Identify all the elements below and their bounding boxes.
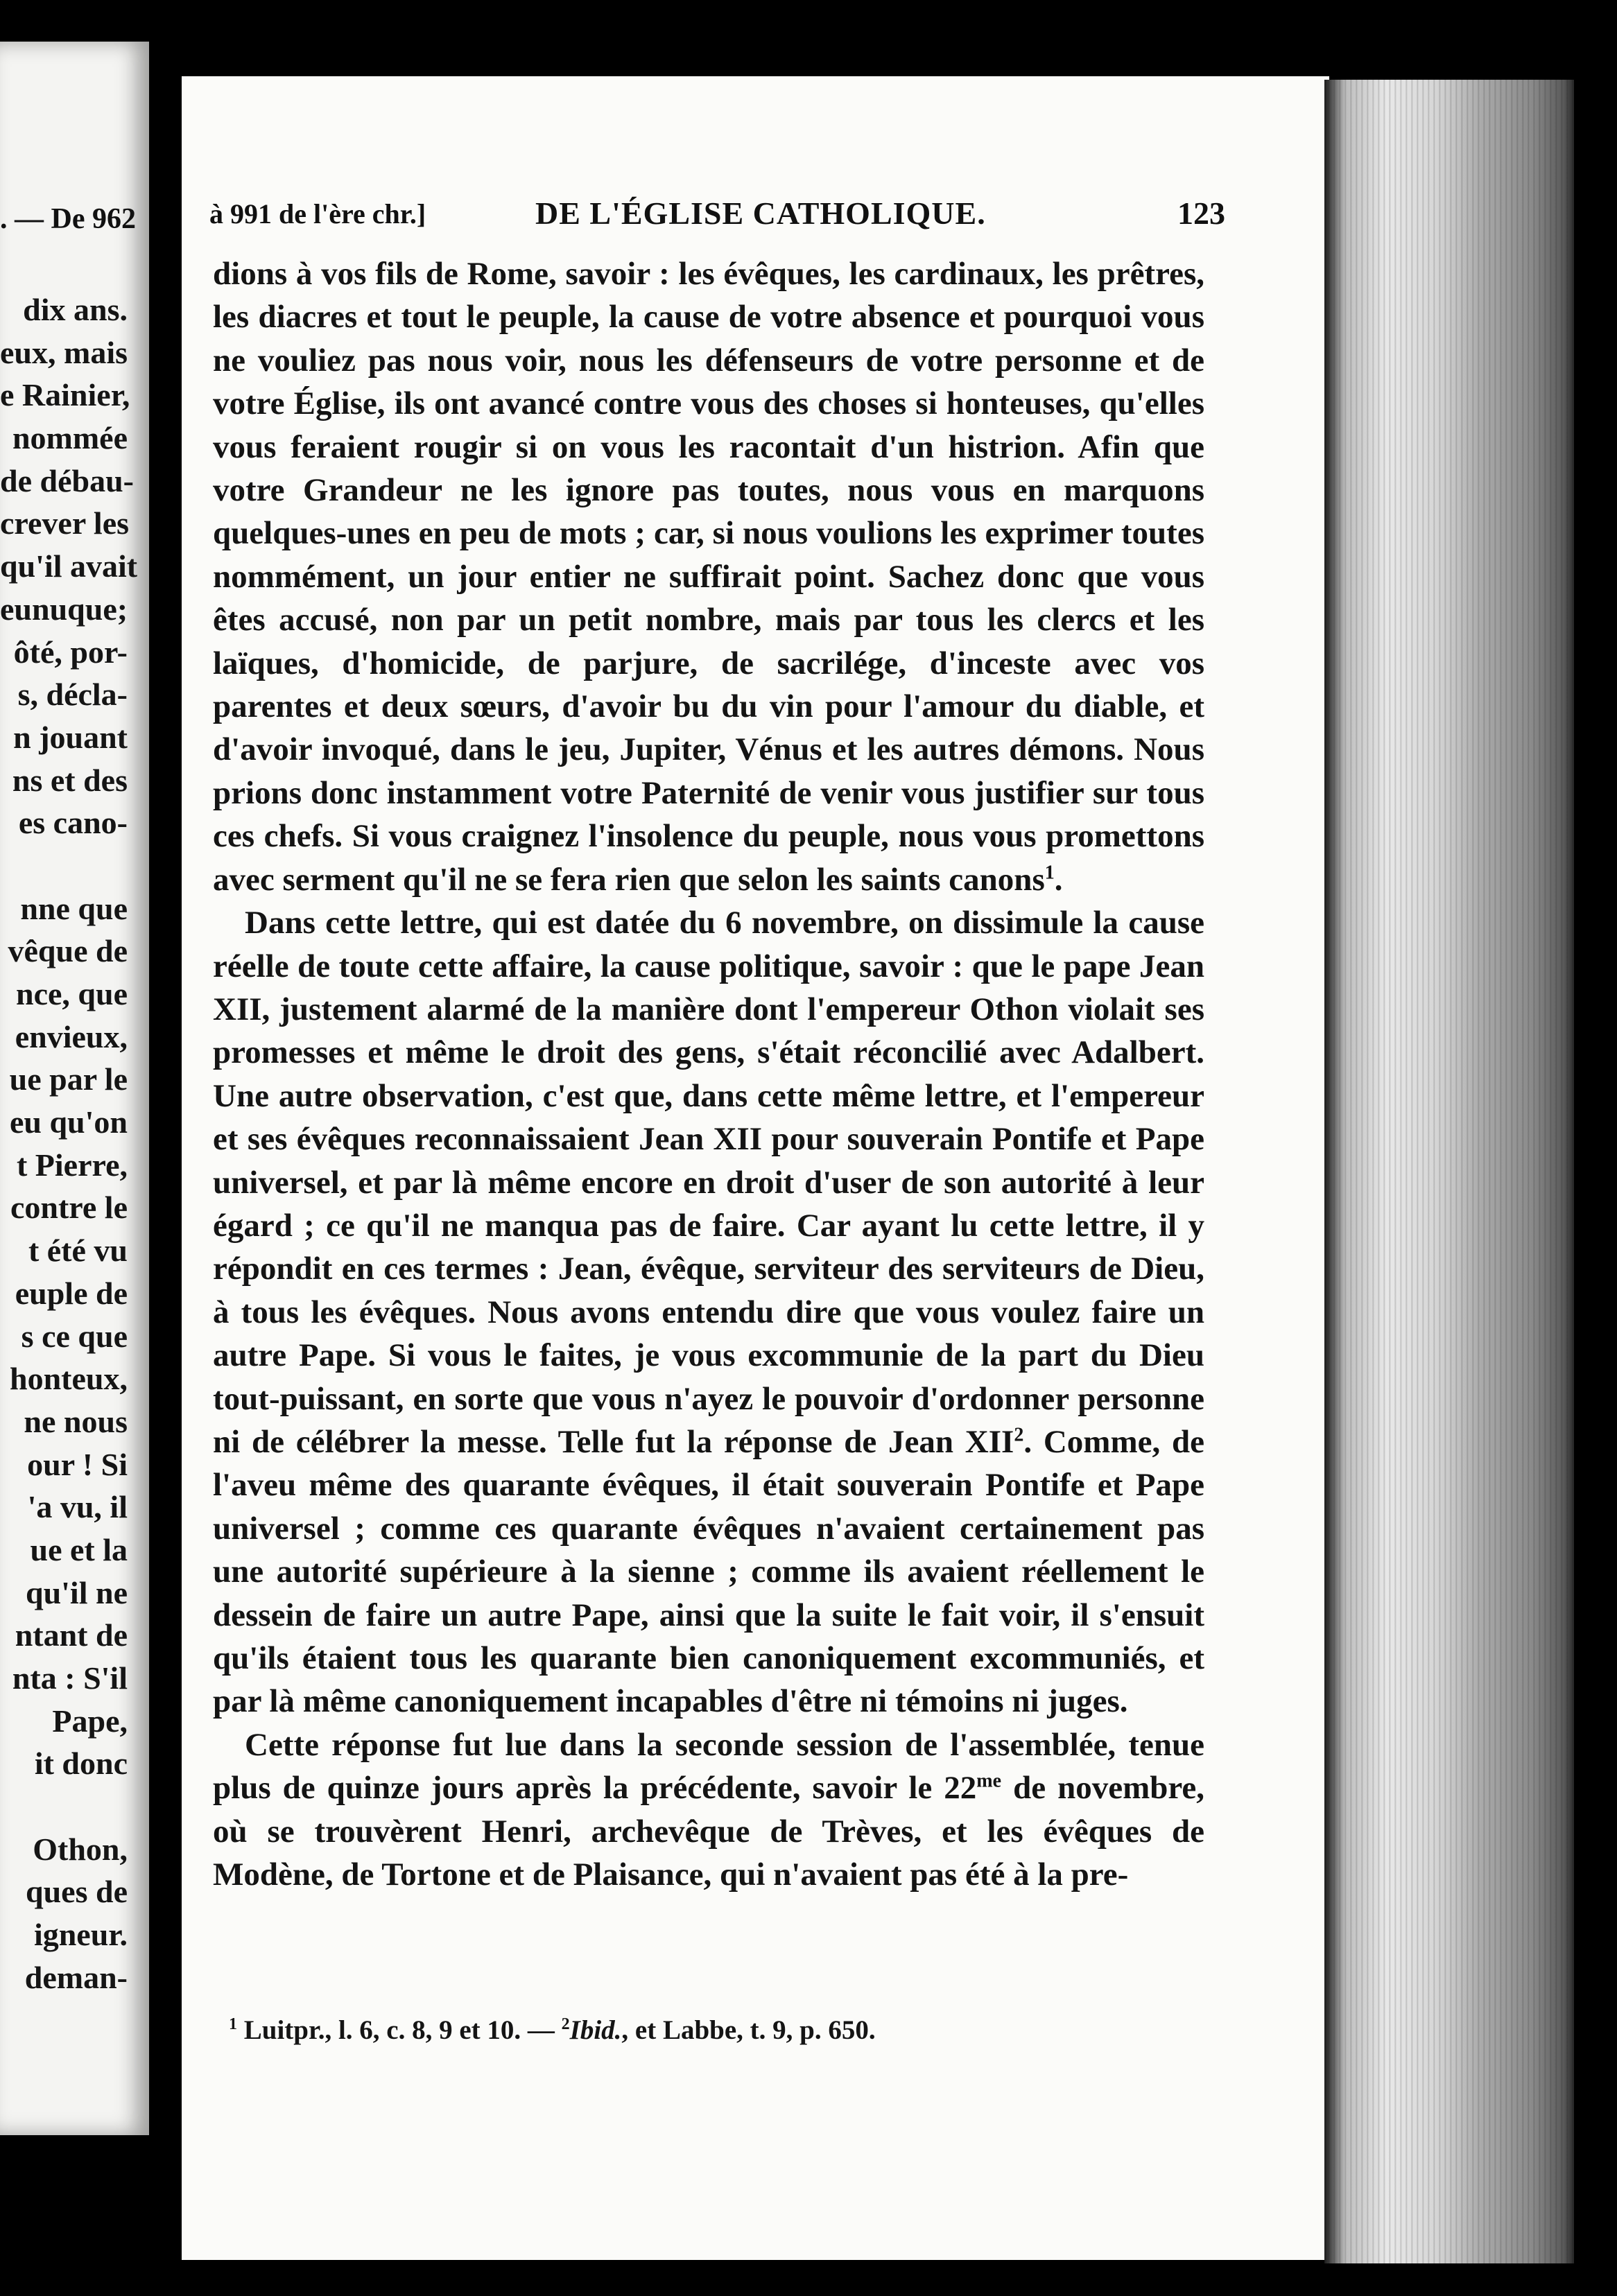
previous-page-line: honteux, bbox=[10, 1361, 128, 1397]
previous-page-line: nta : S'il bbox=[12, 1660, 128, 1696]
previous-page-line: s ce que bbox=[21, 1318, 128, 1354]
previous-page-lines bbox=[0, 288, 138, 1999]
previous-page-header: . — De 962 bbox=[0, 203, 136, 235]
page-number: 123 bbox=[1177, 195, 1225, 231]
previous-page-line: eu qu'on bbox=[9, 1104, 128, 1140]
previous-page-line: it donc bbox=[34, 1746, 128, 1782]
previous-page-line: ques de bbox=[26, 1874, 128, 1910]
paragraph-2: Dans cette lettre, qui est datée du 6 novembre, on dissimule la cause réelle de toute cette affaire, la cause politique, savoir : que le pape Jean XII, justement alarmé de la manière dont l'empereur Othon violait ses promesses et même le droit des gens, s'était réconcilié avec Adalbert. Une autre observation, c'est que, dans cette même lettre, et l'empereur et ses évêques reconnaissaient Jean XII pour souverain Pontife et Pape universel, et par là même encore en droit d'user de son autorité à leur égard ; ce qu'il ne manqua pas de faire. Car ayant lu cette lettre, il y répondit en ces termes : Jean, évêque, serviteur des serviteurs de Dieu, à tous les évêques. Nous avons entendu dire que vous voulez faire un autre Pape. Si vous le faites, je vous excommunie de la part du Dieu tout-puissant, en sorte que vous n'ayez le pouvoir d'ordonner personne ni de célébrer la messe. Telle fut la réponse de Jean XII$^2$. Comme, de l'aveu même des quarante évêques, il était souverain Pontife et Pape universel ; comme ces quarante évêques n'avaient certainement pas une autorité supérieure à la sienne ; comme ils avaient réellement le dessein de faire un autre Pape, ainsi que la suite le fait voir, il s'ensuit qu'ils étaient tous les quarante bien canoniquement excommuniés, et par là même canoniquement incapables d'être ni témoins ni juges. bbox=[213, 905, 1204, 1720]
previous-page-line: e Rainier, bbox=[0, 377, 130, 413]
previous-page-line bbox=[0, 844, 128, 887]
previous-page-line: t été vu bbox=[28, 1233, 128, 1269]
header-title: DE L'ÉGLISE CATHOLIQUE. bbox=[535, 195, 986, 231]
footnotes bbox=[229, 2015, 1213, 2046]
previous-page-line: envieux, bbox=[15, 1018, 128, 1054]
previous-page-line: qu'il ne bbox=[25, 1574, 128, 1610]
header-date-range: à 991 de l'ère chr.] bbox=[209, 198, 426, 229]
previous-page-line: t Pierre, bbox=[16, 1147, 128, 1183]
footnote-ref-2: 2 bbox=[1014, 1424, 1024, 1446]
footnote-2-ibid: Ibid. bbox=[569, 2015, 622, 2045]
previous-page-line: n jouant bbox=[13, 719, 128, 755]
previous-page-line: eux, mais bbox=[0, 334, 128, 370]
footnote-number-2: 2 bbox=[561, 2015, 570, 2033]
previous-page-line: ns et des bbox=[12, 762, 128, 798]
previous-page-line: ue par le bbox=[9, 1061, 128, 1097]
page-body bbox=[213, 252, 1204, 1896]
previous-page-line: contre le bbox=[10, 1190, 128, 1226]
book-page bbox=[182, 76, 1329, 2260]
footnote-ref-1: 1 bbox=[1044, 862, 1055, 884]
footnote-2: , et Labbe, t. 9, p. 650. bbox=[621, 2015, 876, 2045]
paragraph-3: Cette réponse fut lue dans la seconde session de l'assemblée, tenue plus de quinze jours après la précédente, savoir le $22^{me}$ de novembre, où se trouvèrent Henri, archevêque de Trèves, et les évêques de Modène, de Tortone et de Plaisance, qui n'avaient pas été à la pre- bbox=[213, 1726, 1204, 1893]
previous-page-line: euple de bbox=[15, 1275, 128, 1311]
previous-page-line: nne que bbox=[20, 890, 128, 926]
running-header bbox=[209, 195, 1225, 239]
footnote-1: Luitpr., l. 6, c. 8, 9 et 10. — bbox=[237, 2015, 562, 2045]
previous-page-line: nce, que bbox=[16, 976, 128, 1011]
previous-page-line: qu'il avait bbox=[0, 548, 138, 584]
previous-page-line: dix ans. bbox=[23, 292, 128, 327]
ordinal-suffix: me bbox=[976, 1770, 1002, 1792]
previous-page-line: nommée bbox=[12, 420, 128, 456]
previous-page-line: de débau- bbox=[0, 462, 134, 498]
previous-page-line: eunuque; bbox=[0, 591, 128, 627]
paragraph-1: dions à vos fils de Rome, savoir : les évêques, les cardinaux, les prêtres, les diacres et tout le peuple, la cause de votre absence et pourquoi vous ne vouliez pas nous voir, nous les défenseurs de votre personne et de votre Église, ils ont avancé contre vous des choses si honteuses, qu'elles vous feraient rougir si on vous les racontait d'un histrion. Afin que votre Grandeur ne les ignore pas toutes, nous vous en marquons quelques-unes en peu de mots ; car, si nous voulions les exprimer toutes nommément, un jour entier ne suffirait point. Sachez donc que vous êtes accusé, non par un petit nombre, mais par tous les clercs et les laïques, d'homicide, de parjure, de sacrilége, d'inceste avec vos parentes et deux sœurs, d'avoir bu du vin pour l'amour du diable, et d'avoir invoqué, dans le jeu, Jupiter, Vénus et les autres démons. Nous prions donc instamment votre Paternité de venir vous justifier sur tous ces chefs. Si vous craignez l'insolence du peuple, nous vous promettons avec serment qu'il ne se fera rien que selon les saints canons$^1$. bbox=[213, 256, 1204, 898]
book-page-edge bbox=[1324, 80, 1574, 2263]
previous-page-line: ne nous bbox=[24, 1403, 128, 1439]
previous-page-line: igneur. bbox=[33, 1917, 128, 1953]
previous-page-line: Othon, bbox=[33, 1831, 128, 1867]
previous-page-line: 'a vu, il bbox=[27, 1489, 128, 1525]
previous-page-fragment bbox=[0, 42, 149, 2135]
previous-page-line: Pape, bbox=[52, 1703, 128, 1739]
previous-page-line: es cano- bbox=[18, 805, 128, 841]
previous-page-line: s, décla- bbox=[17, 677, 128, 713]
previous-page-line: crever les bbox=[0, 505, 130, 541]
previous-page-line: our ! Si bbox=[27, 1446, 128, 1482]
previous-page-line: deman- bbox=[24, 1959, 128, 1995]
previous-page-line: vêque de bbox=[8, 933, 128, 969]
previous-page-line: ue et la bbox=[30, 1531, 128, 1567]
previous-page-line bbox=[0, 1785, 128, 1828]
previous-page-line: ôté, por- bbox=[13, 634, 128, 670]
footnote-number-1: 1 bbox=[229, 2015, 237, 2033]
previous-page-line: ntant de bbox=[15, 1617, 128, 1653]
